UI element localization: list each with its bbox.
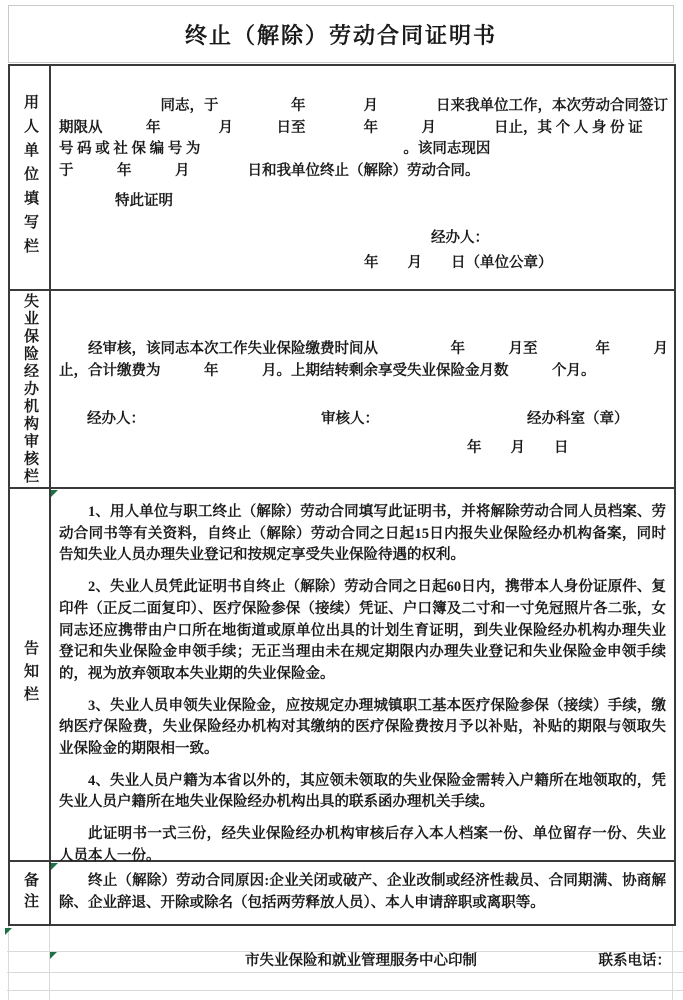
notice-section-label-cell [10,489,51,860]
insurance-line: 经审核，该同志本次工作失业保险缴费时间从 年 月至 年 月 [59,341,668,357]
insurance-handler-label: 经办人： [87,411,145,427]
remarks-section-label: 备注 [22,872,38,914]
section-employer [10,66,674,291]
cell-marker-icon [51,490,58,497]
insurance-date-line: 年 月 日 [467,440,569,456]
certify-statement: 特此证明 [115,193,173,209]
notice-section-content [51,489,674,864]
remarks-section-label-cell [10,862,51,924]
employer-line: 于 年 月 日和我单位终止（解除）劳动合同。 [59,162,480,179]
cell-marker-icon [50,952,57,959]
insurance-line: 止，合计缴费为 年 月。上期结转剩余享受失业保险金月数 个月。 [59,362,596,379]
grid-line [8,926,9,1000]
employer-line: 同志，于 年 月 日来我单位工作，本次劳动合同签订 [59,98,668,114]
employer-line: 期限从 年 月 日至 年 月 日止，其 个 人 身 份 证 [59,119,643,136]
employer-section-content [51,66,674,289]
remarks-text: 终止（解除）劳动合同原因:企业关闭或破产、企业改制或经济性裁员、合同期满、协商解除、企业辞退、开除或除名（包括两劳释放人员）、本人申请辞职或离职等。 [59,873,666,911]
form-table [8,64,676,926]
insurance-officers-row [59,408,668,430]
notice-section-label: 告知栏 [22,640,38,709]
section-notice [10,489,674,862]
insurance-section-content [51,291,674,487]
employer-date-line: 年 月 日（单位公章） [364,255,553,271]
cell-marker-icon [5,928,12,935]
insurance-office-label: 经办科室（章） [527,411,629,427]
section-insurance-review [10,291,674,489]
grid-line [7,972,683,973]
printer-credit: 市失业保险和就业管理服务中心印制 [245,953,477,969]
notice-paragraph: 4、失业人员户籍为本省以外的，其应领未领取的失业保险金需转入户籍所在地领取的，凭失业人员户籍所在地失业保险经办机构出具的联系函办理机关手续。 [59,772,666,811]
footer-row [49,951,673,972]
employer-line: 号 码 或 社 保 编 号 为 。该同志现因 [59,141,491,157]
notice-paragraph: 3、失业人员申领失业保险金，应按规定办理城镇职工基本医疗保险参保（接续）手续，缴纳医疗保险费，失业保险经办机构对其缴纳的医疗保险费按月予以补贴，补贴的期限与领取失业保险金的期限相一致。 [59,697,666,758]
employer-section-label-cell [10,66,51,289]
section-remarks [10,862,674,924]
notice-paragraph: 2、失业人员凭此证明书自终止（解除）劳动合同之日起60日内，携带本人身份证原件、复印件（正反二面复印）、医疗保险参保（接续）凭证、户口簿及二寸和一寸免冠照片各二张，女同志还应携带由户口所在地街道或原单位出具的计划生育证明，到失业保险经办机构办理失业登记和失业保险金申领手续；无正当理由未在规定期限内办理失业登记和失业保险金申领手续的，视为放弃领取本失业期的失业保险金。 [59,579,666,682]
insurance-section-label: 失业保险经办机构审核栏 [22,292,38,486]
employer-handler-label: 经办人： [431,229,489,246]
contact-phone-label: 联系电话： [598,953,671,969]
cell-marker-icon [51,863,58,870]
notice-paragraph: 1、用人单位与职工终止（解除）劳动合同填写此证明书，并将解除劳动合同人员档案、劳动合同书等有关资料，自终止（解除）劳动合同之日起15日内报失业保险经办机构备案，同时告知失业人员办理失业登记和按规定享受失业保险待遇的权利。 [59,504,666,564]
insurance-section-label-cell [10,291,51,487]
page-title: 终止（解除）劳动合同证明书 [184,22,497,48]
remarks-section-content [51,862,674,924]
title-box [8,5,674,63]
notice-paragraph: 此证明书一式三份，经失业保险经办机构审核后存入本人档案一份、单位留存一份、失业人员本人一份。 [59,826,666,864]
insurance-reviewer-label: 审核人： [321,411,379,427]
grid-line [7,990,683,991]
employer-section-label: 用人单位填写栏 [22,93,38,262]
